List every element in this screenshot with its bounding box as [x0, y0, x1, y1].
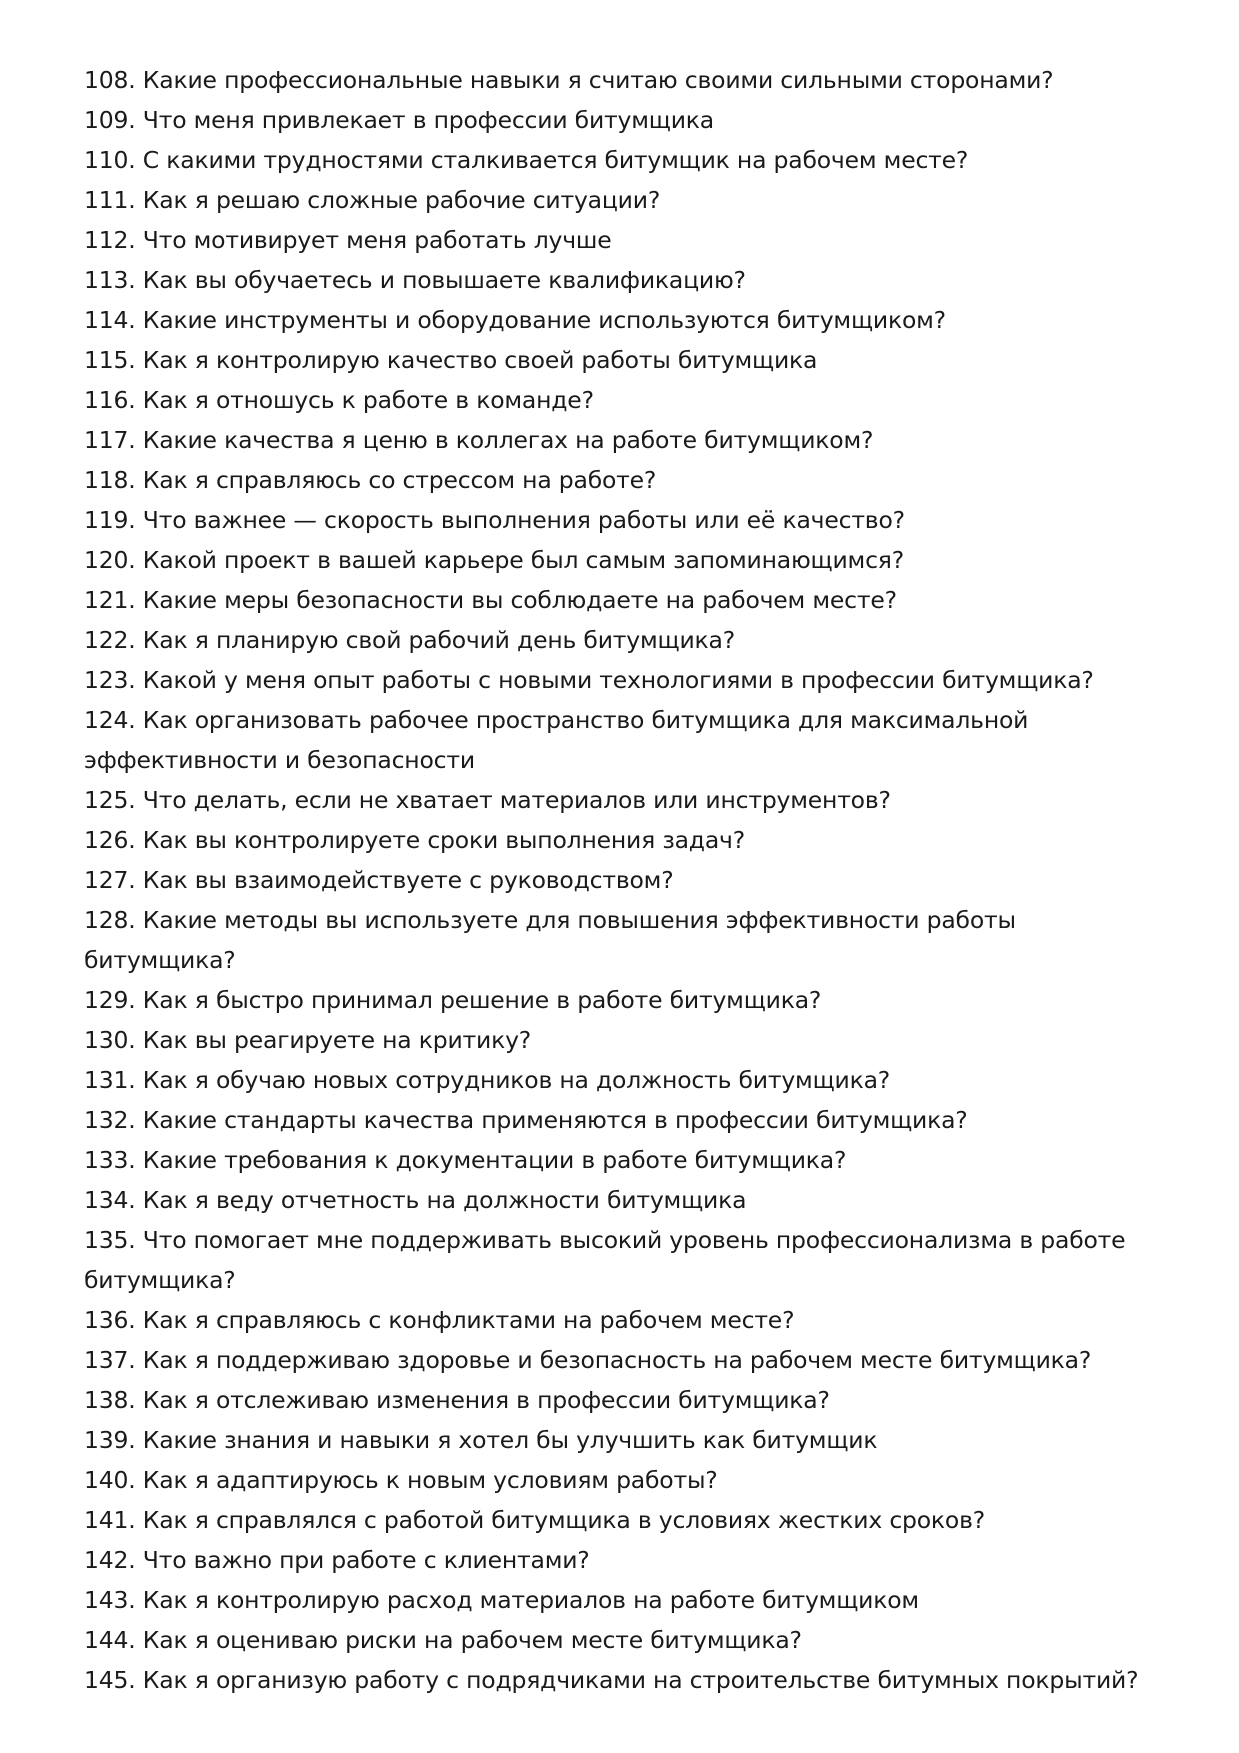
question-list — [84, 60, 1164, 1700]
question-item: 135. Что помогает мне поддерживать высокий уровень профессионализма в работе битумщика? — [84, 1226, 1126, 1294]
question-item: 117. Какие качества я ценю в коллегах на работе битумщиком? — [84, 426, 874, 454]
question-item: 124. Как организовать рабочее пространство битумщика для максимальной эффективности и безопасности — [84, 706, 1029, 774]
question-item: 134. Как я веду отчетность на должности битумщика — [84, 1186, 747, 1214]
question-item: 142. Что важно при работе с клиентами? — [84, 1546, 590, 1574]
question-item: 144. Как я оцениваю риски на рабочем месте битумщика? — [84, 1626, 802, 1654]
question-item: 138. Как я отслеживаю изменения в профессии битумщика? — [84, 1386, 830, 1414]
question-item: 136. Как я справляюсь с конфликтами на рабочем месте? — [84, 1306, 795, 1334]
question-item: 131. Как я обучаю новых сотрудников на должность битумщика? — [84, 1066, 891, 1094]
question-item: 126. Как вы контролируете сроки выполнения задач? — [84, 826, 746, 854]
question-item: 140. Как я адаптируюсь к новым условиям работы? — [84, 1466, 718, 1494]
question-item: 141. Как я справлялся с работой битумщика в условиях жестких сроков? — [84, 1506, 986, 1534]
question-item: 119. Что важнее — скорость выполнения работы или её качество? — [84, 506, 905, 534]
question-item: 112. Что мотивирует меня работать лучше — [84, 226, 612, 254]
question-item: 139. Какие знания и навыки я хотел бы улучшить как битумщик — [84, 1426, 878, 1454]
question-item: 123. Какой у меня опыт работы с новыми технологиями в профессии битумщика? — [84, 666, 1094, 694]
question-item: 115. Как я контролирую качество своей работы битумщика — [84, 346, 818, 374]
question-item: 128. Какие методы вы используете для повышения эффективности работы битумщика? — [84, 906, 1016, 974]
question-item: 118. Как я справляюсь со стрессом на работе? — [84, 466, 657, 494]
question-item: 143. Как я контролирую расход материалов на работе битумщиком — [84, 1586, 919, 1614]
question-item: 145. Как я организую работу с подрядчиками на строительстве битумных покрытий? — [84, 1666, 1139, 1694]
question-item: 113. Как вы обучаетесь и повышаете квалификацию? — [84, 266, 746, 294]
question-item: 121. Какие меры безопасности вы соблюдаете на рабочем месте? — [84, 586, 897, 614]
question-item: 116. Как я отношусь к работе в команде? — [84, 386, 594, 414]
question-item: 129. Как я быстро принимал решение в работе битумщика? — [84, 986, 822, 1014]
question-item: 122. Как я планирую свой рабочий день битумщика? — [84, 626, 735, 654]
question-item: 130. Как вы реагируете на критику? — [84, 1026, 532, 1054]
question-item: 120. Какой проект в вашей карьере был самым запоминающимся? — [84, 546, 904, 574]
question-item: 125. Что делать, если не хватает материалов или инструментов? — [84, 786, 891, 814]
question-item: 109. Что меня привлекает в профессии битумщика — [84, 106, 714, 134]
question-item: 108. Какие профессиональные навыки я считаю своими сильными сторонами? — [84, 66, 1054, 94]
question-item: 127. Как вы взаимодействуете с руководством? — [84, 866, 674, 894]
question-item: 110. С какими трудностями сталкивается битумщик на рабочем месте? — [84, 146, 969, 174]
question-item: 133. Какие требования к документации в работе битумщика? — [84, 1146, 847, 1174]
question-item: 111. Как я решаю сложные рабочие ситуации? — [84, 186, 661, 214]
document-page — [84, 60, 1164, 1700]
question-item: 132. Какие стандарты качества применяются в профессии битумщика? — [84, 1106, 968, 1134]
question-item: 114. Какие инструменты и оборудование используются битумщиком? — [84, 306, 946, 334]
question-item: 137. Как я поддерживаю здоровье и безопасность на рабочем месте битумщика? — [84, 1346, 1092, 1374]
